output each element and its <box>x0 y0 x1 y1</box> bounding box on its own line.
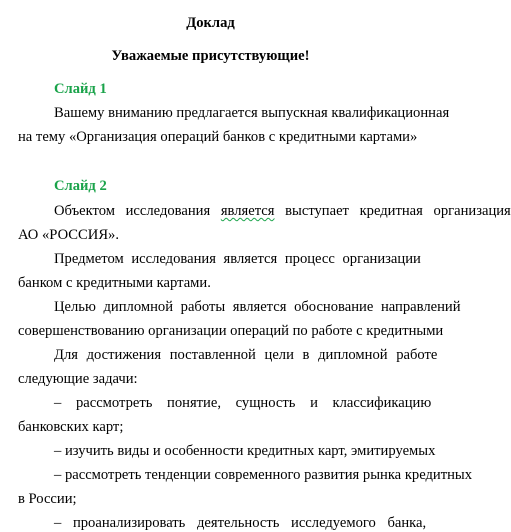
paragraph-line: Для достижения поставленной цели в дипломной работе <box>54 347 438 363</box>
slide-1-heading: Слайд 1 <box>54 81 107 97</box>
spellcheck-flagged-word[interactable]: является <box>220 203 275 219</box>
paragraph-line: на тему «Организация операций банков с кредитными картами» <box>18 129 418 145</box>
paragraph-line: в России; <box>18 491 77 507</box>
text-run: Объектом исследования <box>54 203 211 219</box>
paragraph-line: банковских карт; <box>18 419 124 435</box>
paragraph-line: – проанализировать деятельность исследуемого банка, <box>54 515 427 531</box>
paragraph-line: Вашему вниманию предлагается выпускная квалификационная <box>54 105 450 121</box>
greeting: Уважаемые присутствующие! <box>111 48 310 64</box>
paragraph-line: совершенствованию организации операций по работе с кредитными <box>18 323 444 339</box>
paragraph-line: – изучить виды и особенности кредитных карт, эмитируемых <box>54 443 436 459</box>
paragraph-line: следующие задачи: <box>18 371 138 387</box>
paragraph-line: АО «РОССИЯ». <box>18 227 119 243</box>
paragraph-line: Целью дипломной работы является обоснование направлений <box>54 299 461 315</box>
paragraph-line: – рассмотреть тенденции современного развития рынка кредитных <box>54 467 473 483</box>
text-run: выступает кредитная организация <box>285 203 511 219</box>
paragraph-line: – рассмотреть понятие, сущность и классификацию <box>54 395 432 411</box>
document-title: Доклад <box>186 15 235 31</box>
paragraph-line: Предметом исследования является процесс организации <box>54 251 421 267</box>
slide-2-heading: Слайд 2 <box>54 178 107 194</box>
paragraph-line <box>54 202 511 220</box>
paragraph-line: банком с кредитными картами. <box>18 275 211 291</box>
